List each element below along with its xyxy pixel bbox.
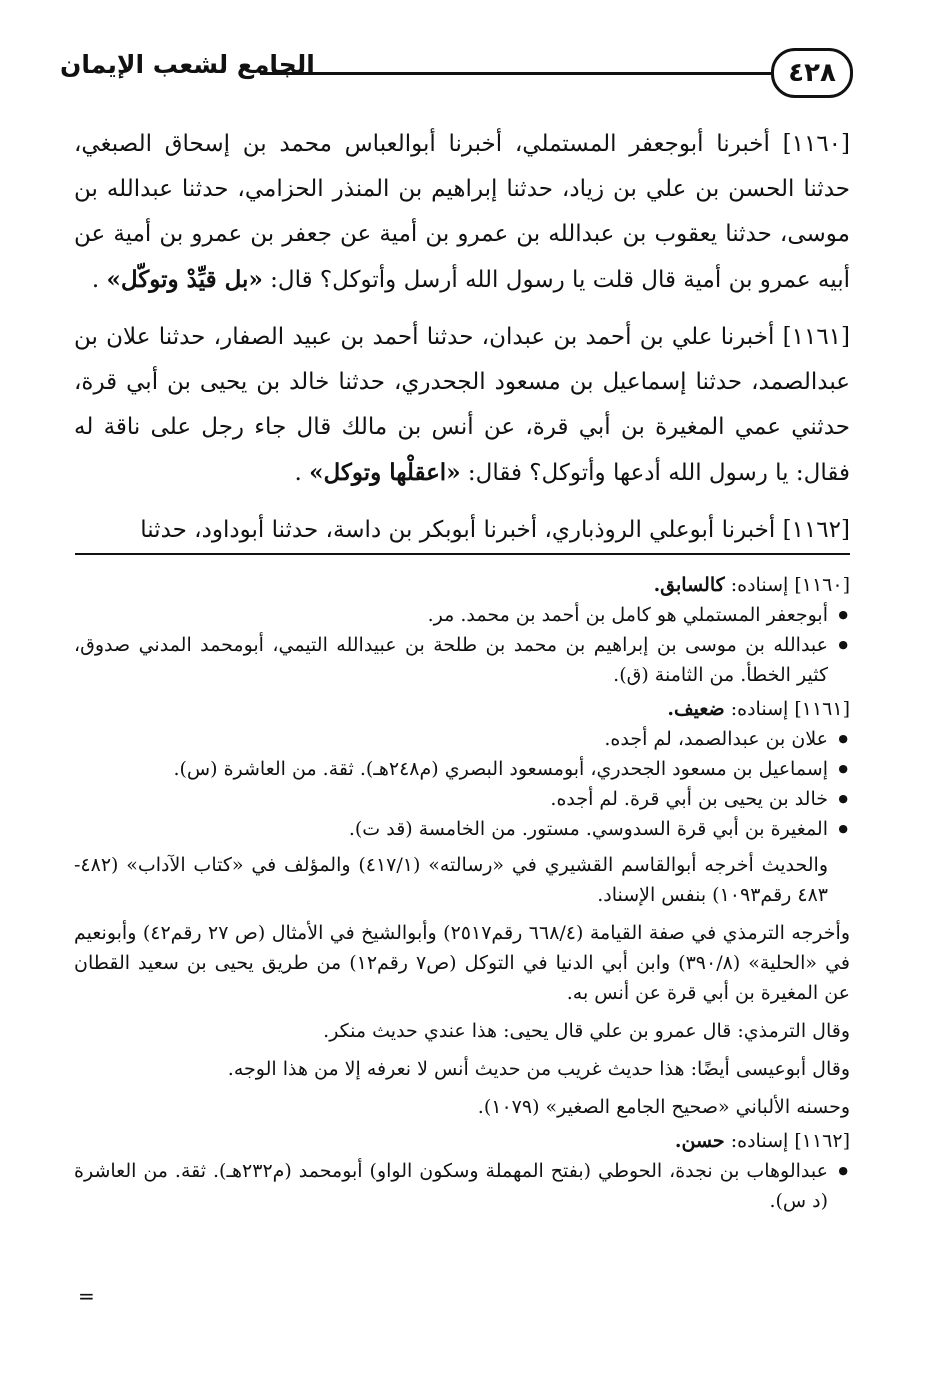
hadith-end: . <box>294 460 302 486</box>
note-paragraph: والحديث أخرجه أبوالقاسم القشيري في «رسالته» (٤١٧/١) والمؤلف في «كتاب الآداب» (٤٨٢- ٤٨٣ رقم١٠٩٣) بنفس الإسناد. <box>74 854 828 906</box>
hadith-text: أخبرنا أبوعلي الروذباري، أخبرنا أبوبكر بن داسة، حدثنا أبوداود، حدثنا <box>140 517 776 543</box>
main-text <box>74 122 850 565</box>
hadith-quote: «اعقلْها وتوكل» <box>309 459 461 486</box>
note-number: [١١٦٠] <box>794 574 850 596</box>
note-label: إسناده: <box>730 574 789 596</box>
note-item: ● عبدالوهاب بن نجدة، الحوطي (بفتح المهملة وسكون الواو) أبومحمد (م٢٣٢هـ). ثقة. من العاشرة (د س). <box>74 1156 850 1216</box>
note-heading-1162 <box>74 1126 850 1156</box>
hadith-1160 <box>74 122 850 303</box>
book-title: الجامع لشعب الإيمان <box>60 50 315 79</box>
header-rule <box>260 72 771 75</box>
hadith-1161 <box>74 315 850 496</box>
note-label: إسناده: <box>730 698 789 720</box>
page-header <box>60 44 853 104</box>
footnote-divider <box>75 553 850 555</box>
hadith-text: أخبرنا علي بن أحمد بن عبدان، حدثنا أحمد بن عبيد الصفار، حدثنا علان بن عبدالصمد، حدثنا إسماعيل بن مسعود الجحدري، حدثنا خالد بن يحيى بن أبي قرة، حدثني عمي المغيرة بن أبي قرة، عن أنس بن مالك قال جاء رجل على ناقة له فقال: يا رسول الله أدعها وأتوكل؟ فقال: <box>74 324 850 486</box>
page-number: ٤٢٨ <box>771 48 853 98</box>
note-heading-1160 <box>74 570 850 600</box>
note-item: ● أبوجعفر المستملي هو كامل بن أحمد بن محمد. مر. <box>74 600 850 630</box>
note-paragraph: وحسنه الألباني «صحيح الجامع الصغير» (١٠٧٩). <box>477 1096 850 1118</box>
note-grade: ضعيف. <box>667 698 725 720</box>
note-item: ● إسماعيل بن مسعود الجحدري، أبومسعود البصري (م٢٤٨هـ). ثقة. من العاشرة (س). <box>74 754 850 784</box>
hadith-number: [١١٦١] <box>782 324 851 350</box>
note-number: [١١٦١] <box>794 698 850 720</box>
note-heading-1161 <box>74 694 850 724</box>
note-number: [١١٦٢] <box>794 1130 850 1152</box>
note-item: ● علان بن عبدالصمد، لم أجده. <box>74 724 850 754</box>
hadith-quote: «بل قيِّدْ وتوكّل» <box>106 266 263 293</box>
hadith-number: [١١٦٢] <box>782 517 850 543</box>
continuation-mark: = <box>78 1284 95 1308</box>
note-paragraph: وقال الترمذي: قال عمرو بن علي قال يحيى: هذا عندي حديث منكر. <box>323 1020 850 1042</box>
note-paragraph: وقال أبوعيسى أيضًا: هذا حديث غريب من حديث أنس لا نعرفه إلا من هذا الوجه. <box>227 1058 850 1080</box>
note-item: ● خالد بن يحيى بن أبي قرة. لم أجده. <box>74 784 850 814</box>
note-grade: كالسابق. <box>653 574 725 596</box>
hadith-number: [١١٦٠] <box>782 131 851 157</box>
note-grade: حسن. <box>674 1130 725 1152</box>
note-paragraph: وأخرجه الترمذي في صفة القيامة (٦٦٨/٤ رقم٢٥١٧) وأبوالشيخ في الأمثال (ص ٢٧ رقم٤٢) وأبونعيم في «الحلية» (٣٩٠/٨) وابن أبي الدنيا في التوكل (ص٧ رقم١٢) من طريق يحيى بن سعيد القطان عن المغيرة بن أبي قرة عن أنس به. <box>74 922 851 1004</box>
hadith-end: . <box>91 267 100 293</box>
note-item: ● المغيرة بن أبي قرة السدوسي. مستور. من الخامسة (قد ت). <box>74 814 850 844</box>
note-label: إسناده: <box>730 1130 789 1152</box>
hadith-1162 <box>74 508 850 553</box>
hadith-text: أخبرنا أبوجعفر المستملي، أخبرنا أبوالعباس محمد بن إسحاق الصبغي، حدثنا الحسن بن علي بن زياد، حدثنا إبراهيم بن المنذر الحزامي، حدثنا عبدالله بن موسى، حدثنا يعقوب بن عبدالله بن عمرو بن أمية عن جعفر بن عمرو بن أمية عن أبيه عمرو بن أمية قال قلت يا رسول الله أرسل وأتوكل؟ قال: <box>74 131 850 293</box>
note-item: ● عبدالله بن موسى بن إبراهيم بن محمد بن طلحة بن عبيدالله التيمي، أبومحمد المدني صدوق، كثير الخطأ. من الثامنة (ق). <box>74 630 850 690</box>
footnotes <box>74 566 850 1216</box>
